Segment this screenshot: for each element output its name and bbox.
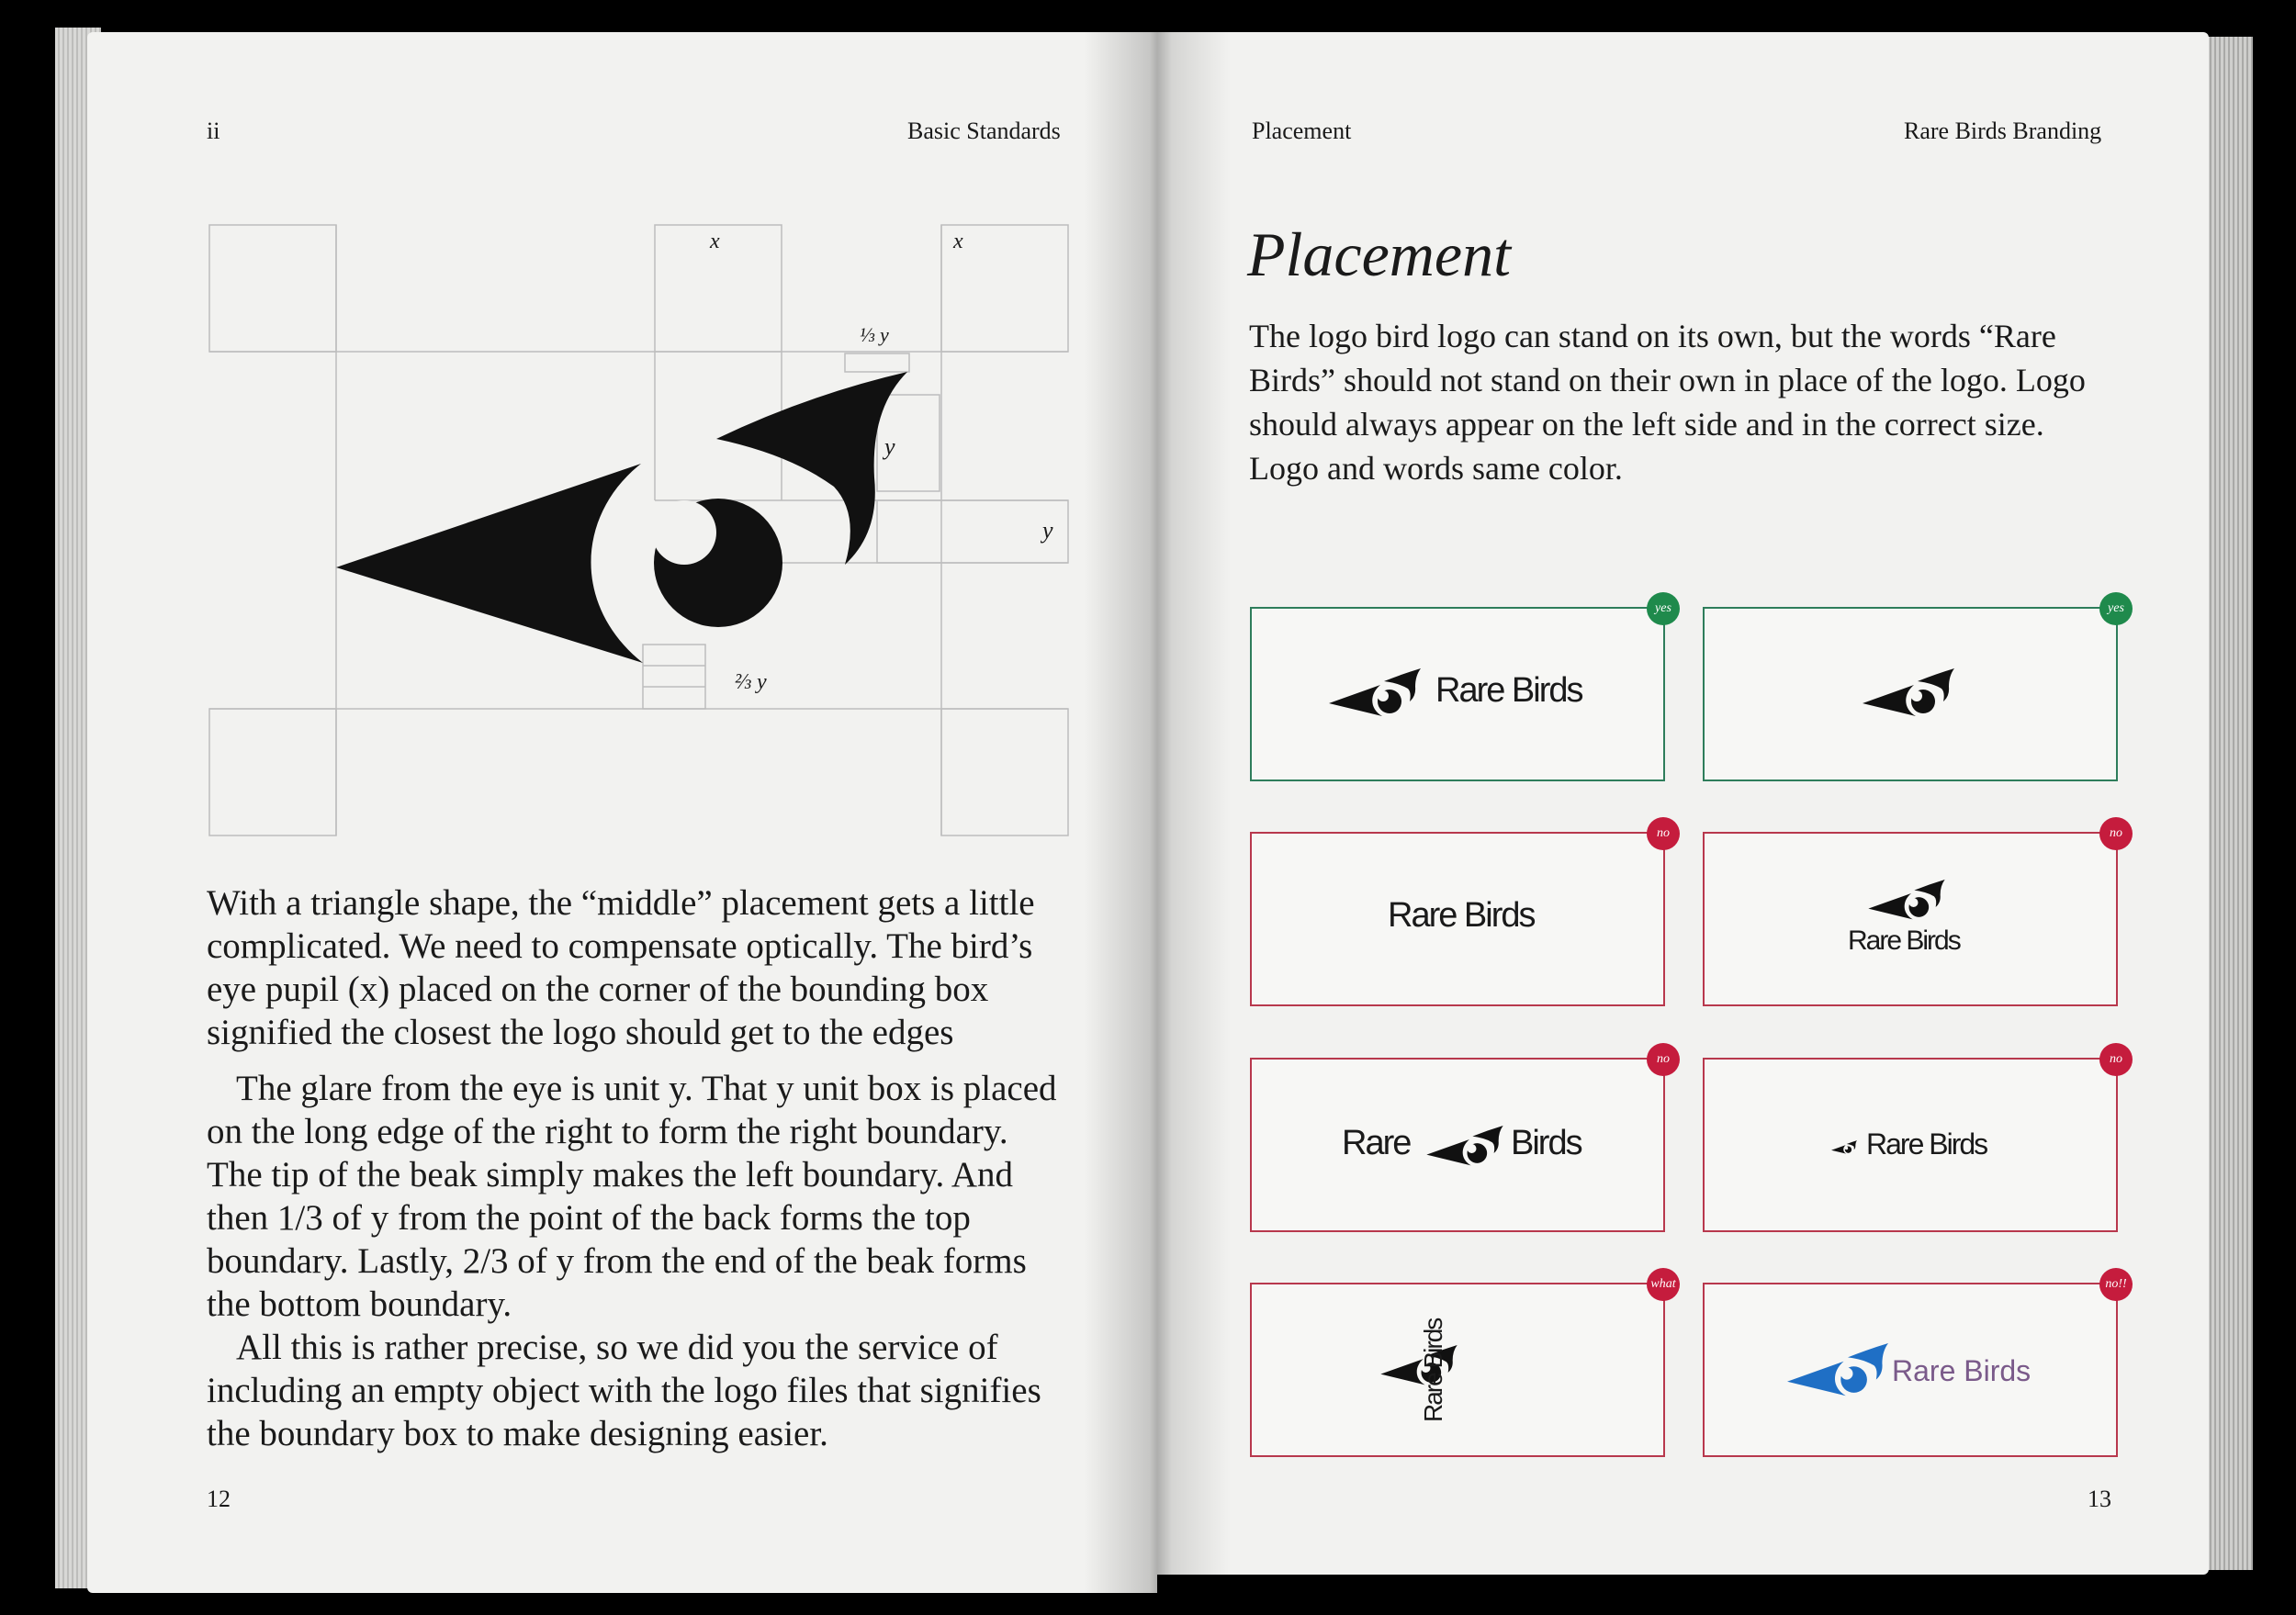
status-badge: no: [1647, 817, 1680, 850]
right-running-head-section: Placement: [1252, 118, 1352, 144]
wordmark-right: Birds: [1511, 1124, 1581, 1162]
bird-logo-icon: [1329, 668, 1421, 723]
left-running-head-title: Basic Standards: [907, 118, 1061, 144]
paragraph-3: All this is rather precise, so we did you the service of including an empty object with the logo files that signifies the boundary box to make designing easier.: [207, 1328, 1041, 1453]
bird-logo-icon: [1831, 1140, 1857, 1156]
purple-wordmark: Rare Birds: [1892, 1354, 2032, 1387]
diagram-label-third-y: ⅓ y: [860, 323, 889, 346]
example-card-2: [1703, 601, 2124, 781]
paragraph-1: With a triangle shape, the “middle” placement gets a little complicated. We need to compensate optically. The bird’s eye pupil (x) placed on the corner of the bounding box signified the closest the logo should get to the edges: [207, 883, 1035, 1052]
wordmark: Rare Birds: [1848, 925, 1960, 956]
paragraph-2: The glare from the eye is unit y. That y unit box is placed on the long edge of the right to form the right boundary. The tip of the beak simply makes the left boundary. And then 1/3 of y from the point of the back forms the top boundary. Lastly, 2/3 of y from the end of the beak forms the bottom boundary.: [207, 1069, 1057, 1324]
blue-bird-logo-icon: [1787, 1343, 1888, 1404]
book-gutter-shadow: [1084, 32, 1231, 1593]
wordmark: Rare Birds: [1388, 896, 1535, 935]
wordmark: Rare Birds: [1435, 671, 1582, 710]
example-card-3: [1250, 826, 1670, 1006]
left-body-text: [207, 881, 1070, 1455]
bird-logo-icon: [1868, 880, 1945, 925]
placement-body-text: The logo bird logo can stand on its own, but the words “Rare Birds” should not stand on their own in place of the logo. Logo should always appear on the left side and in the correct size. Logo and words same color.: [1249, 318, 2086, 487]
example-card-6: [1703, 1052, 2122, 1232]
example-card-1: [1250, 601, 1671, 781]
example-card-4: [1703, 826, 2122, 1006]
bird-logo-icon: [1426, 1126, 1503, 1172]
right-page-number: 13: [2088, 1486, 2111, 1512]
diagram-label-x-2: x: [953, 230, 963, 253]
status-badge: no: [2099, 1043, 2133, 1076]
status-badge: yes: [1647, 592, 1680, 625]
wordmark-vertical: Rare Birds: [1419, 1318, 1447, 1422]
example-card-7: [1250, 1277, 1676, 1457]
status-badge: yes: [2099, 592, 2133, 625]
left-page-number: 12: [207, 1486, 231, 1512]
status-badge: no: [2099, 817, 2133, 850]
status-badge: what: [1647, 1268, 1680, 1301]
right-running-head-title: Rare Birds Branding: [1904, 118, 2102, 144]
status-badge: no!!: [2099, 1268, 2133, 1301]
left-running-head-number: ii: [207, 118, 220, 144]
page-title: Placement: [1247, 219, 1511, 289]
example-card-8: [1703, 1277, 2127, 1457]
diagram-label-two-thirds-y: ⅔ y: [735, 670, 767, 694]
wordmark: Rare Birds: [1866, 1127, 1987, 1161]
bird-logo-icon: [1863, 668, 1954, 723]
diagram-label-y-1: y: [884, 433, 895, 460]
wordmark-left: Rare: [1342, 1124, 1411, 1162]
diagram-label-x-1: x: [710, 230, 720, 253]
status-badge: no: [1647, 1043, 1680, 1076]
example-card-5: [1250, 1052, 1670, 1232]
diagram-label-y-2: y: [1042, 517, 1053, 544]
